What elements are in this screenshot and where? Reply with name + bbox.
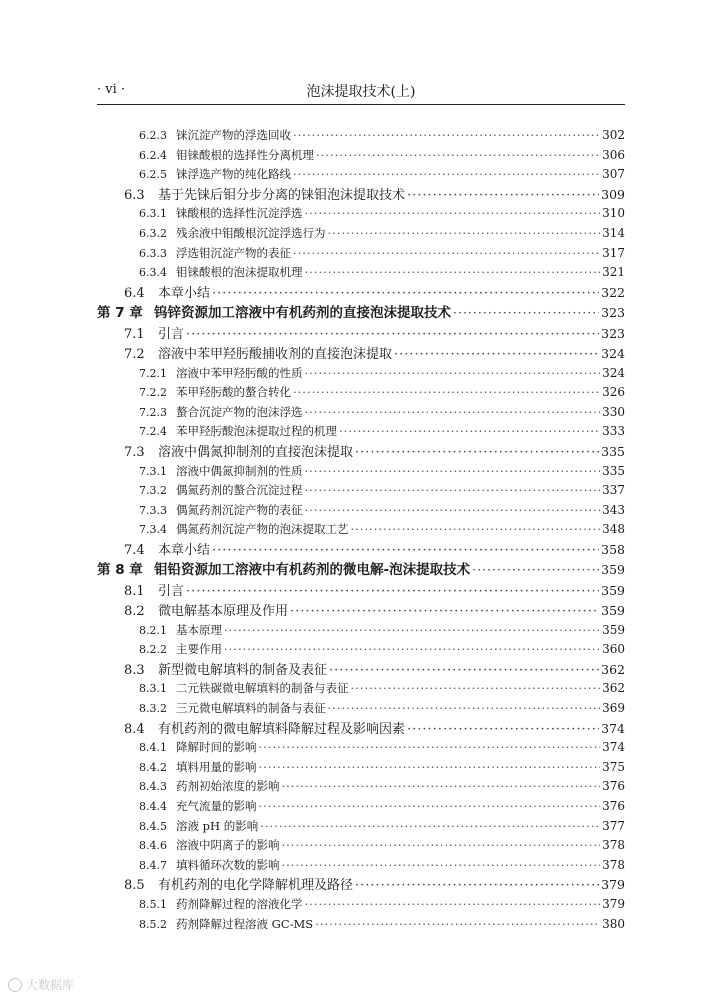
toc-entry-title: 钼铼酸根的泡沫提取机理 [176, 265, 303, 280]
toc-subsection-entry[interactable] [97, 836, 625, 856]
toc-page-number: 348 [602, 522, 625, 537]
toc-entry-title: 有机药剂的电化学降解机理及路径 [158, 878, 354, 894]
toc-entry-title: 填料循环次数的影响 [176, 857, 280, 872]
toc-entry-title: 铼浮选产物的纯化路线 [176, 167, 291, 182]
toc-entry-title: 本章小结 [158, 542, 211, 558]
toc-entry-number: 6.2.5 [139, 168, 167, 182]
toc-entry-title: 填料用量的影响 [176, 759, 257, 774]
dot-leader [355, 876, 599, 896]
toc-entry-number: 6.2.3 [139, 129, 167, 142]
toc-page-number: 326 [602, 385, 625, 400]
toc-entry-number: 8.4.4 [139, 800, 167, 813]
toc-subsection-entry[interactable] [97, 462, 625, 482]
dot-leader [212, 284, 599, 304]
toc-entry-number: 7.3.3 [139, 503, 167, 517]
toc-entry-number: 8.2.1 [139, 623, 167, 637]
dot-leader [186, 325, 599, 345]
toc-page-number: 378 [602, 857, 625, 872]
toc-entry-number: 8.5 [124, 878, 145, 894]
toc-entry-title: 药剂降解过程的溶液化学 [176, 896, 303, 911]
toc-subsection-entry[interactable] [97, 126, 625, 146]
dot-leader [259, 758, 601, 778]
toc-section-entry[interactable] [97, 185, 625, 205]
toc-subsection-entry[interactable] [97, 915, 625, 935]
toc-entry-title: 药剂降解过程溶液 GC-MS [176, 916, 314, 931]
toc-subsection-entry[interactable] [97, 856, 625, 876]
toc-entry-title: 钼铅资源加工溶液中有机药剂的微电解-泡沫提取技术 [154, 562, 471, 579]
toc-page-number: 359 [601, 583, 625, 599]
toc-page-number: 307 [602, 167, 625, 182]
toc-entry-number: 7.2.3 [139, 405, 167, 419]
toc-subsection-entry[interactable] [97, 895, 625, 915]
toc-subsection-entry[interactable] [97, 364, 625, 384]
dot-leader [259, 738, 601, 758]
toc-page-number: 322 [601, 284, 625, 300]
toc-entry-title: 溶液中阴离子的影响 [176, 838, 280, 853]
toc-entry-number: 8.4 [124, 721, 145, 737]
toc-entry-number: 7.3.2 [139, 484, 167, 498]
toc-subsection-entry[interactable] [97, 777, 625, 797]
toc-page-number: 310 [602, 206, 625, 221]
toc-entry-title: 偶氮药剂沉淀产物的泡沫提取工艺 [176, 522, 349, 537]
toc-entry-number: 7.2.2 [139, 386, 167, 400]
dot-leader [339, 422, 600, 442]
toc-entry-title: 残余液中钼酸根沉淀浮选行为 [176, 225, 326, 240]
toc-subsection-entry[interactable] [97, 640, 625, 660]
toc-entry-number: 8.3.2 [139, 702, 167, 716]
dot-leader [472, 559, 599, 581]
toc-page-number: 374 [602, 740, 625, 755]
toc-entry-title: 偶氮药剂沉淀产物的表征 [176, 502, 303, 517]
dot-leader [224, 621, 600, 641]
toc-page-number: 378 [602, 838, 625, 853]
toc-entry-number: 7.3.4 [139, 523, 167, 537]
toc-subsection-entry[interactable] [97, 244, 625, 264]
dot-leader [212, 541, 599, 561]
toc-page-number: 330 [602, 404, 625, 419]
toc-page-number: 314 [602, 225, 625, 240]
toc-entry-title: 浮选钼沉淀产物的表征 [176, 245, 291, 260]
toc-section-entry[interactable] [97, 540, 625, 560]
toc-subsection-entry[interactable] [97, 520, 625, 540]
toc-page-number: 359 [601, 603, 625, 619]
toc-entry-title: 三元微电解填料的制备与表征 [176, 701, 326, 716]
toc-chapter-entry[interactable] [97, 559, 625, 581]
toc-entry-title: 引言 [158, 327, 185, 343]
dot-leader [329, 661, 599, 681]
toc-entry-title: 药剂初始浓度的影响 [176, 779, 280, 794]
dot-leader [290, 602, 599, 622]
dot-leader [282, 836, 601, 856]
dot-leader [293, 244, 600, 264]
toc-entry-number: 8.1 [124, 584, 145, 600]
header-rule [97, 104, 625, 105]
toc-page-number: 380 [602, 916, 625, 931]
toc-page-number: 375 [602, 759, 625, 774]
toc-entry-number: 8.4.3 [139, 780, 167, 794]
dot-leader [305, 364, 601, 384]
dot-leader [453, 302, 599, 324]
toc-page-number: 343 [602, 502, 625, 517]
toc-subsection-entry[interactable] [97, 481, 625, 501]
toc-entry-title: 有机药剂的微电解填料降解过程及影响因素 [158, 721, 406, 737]
dot-leader [282, 777, 601, 797]
dot-leader [305, 403, 601, 423]
logo-icon [8, 978, 22, 992]
toc-entry-number: 8.4.7 [139, 858, 167, 872]
toc-subsection-entry[interactable] [97, 146, 625, 166]
toc-entry-title: 降解时间的影响 [176, 740, 257, 755]
toc-entry-title: 新型微电解填料的制备及表征 [158, 662, 328, 678]
toc-entry-title: 溶液中苯甲羟肟酸捕收剂的直接泡沫提取 [158, 346, 393, 362]
toc-page-number: 323 [601, 305, 625, 321]
dot-leader [305, 204, 601, 224]
toc-entry-title: 溶液 pH 的影响 [176, 818, 259, 833]
toc-entry-number: 8.4.6 [139, 839, 167, 853]
toc-chapter-entry[interactable] [97, 302, 625, 324]
toc-entry-number: 8.2 [124, 604, 145, 620]
toc-entry-number: 7.3.1 [139, 464, 167, 478]
toc-entry-number: 6.3.2 [139, 226, 167, 240]
toc-subsection-entry[interactable] [97, 263, 625, 283]
dot-leader [259, 797, 601, 817]
watermark [8, 976, 74, 993]
toc-page-number: 324 [602, 365, 625, 380]
toc-page-number: 358 [601, 541, 625, 557]
dot-leader [305, 462, 601, 482]
dot-leader [316, 146, 600, 166]
toc-section-entry[interactable] [97, 283, 625, 303]
toc-entry-title: 铼酸根的选择性沉淀浮选 [176, 206, 303, 221]
toc-entry-number: 7.4 [124, 542, 145, 558]
toc-section-entry[interactable] [97, 875, 625, 895]
toc-subsection-entry[interactable] [97, 204, 625, 224]
toc-page-number: 360 [602, 642, 625, 657]
toc-subsection-entry[interactable] [97, 383, 625, 403]
toc-page-number: 333 [602, 424, 625, 439]
toc-subsection-entry[interactable] [97, 758, 625, 778]
toc-entry-title: 主要作用 [176, 642, 222, 657]
toc-page-number: 377 [602, 818, 625, 833]
table-of-contents [97, 126, 625, 934]
dot-leader [351, 679, 601, 699]
toc-subsection-entry[interactable] [97, 165, 625, 185]
toc-entry-number: 8.3.1 [139, 682, 167, 696]
toc-entry-title: 钨锌资源加工溶液中有机药剂的直接泡沫提取技术 [154, 305, 451, 322]
toc-page-number: 359 [602, 622, 625, 637]
toc-entry-title: 溶液中偶氮抑制剂的直接泡沫提取 [158, 444, 354, 460]
page-header [97, 80, 625, 102]
toc-page-number: 324 [601, 345, 625, 361]
toc-entry-title: 基本原理 [176, 622, 222, 637]
page-number: · vi · [97, 82, 126, 97]
toc-entry-title: 苯甲羟肟酸的螯合转化 [176, 385, 291, 400]
toc-page-number: 376 [602, 779, 625, 794]
toc-entry-number: 7.1 [124, 327, 145, 343]
toc-entry-title: 微电解基本原理及作用 [158, 604, 289, 620]
toc-entry-number: 8.2.2 [139, 643, 167, 657]
dot-leader [355, 443, 599, 463]
toc-subsection-entry[interactable] [97, 501, 625, 521]
dot-leader [305, 895, 601, 915]
toc-page-number: 302 [602, 128, 625, 142]
toc-subsection-entry[interactable] [97, 738, 625, 758]
dot-leader [305, 263, 601, 283]
toc-section-entry[interactable] [97, 601, 625, 621]
toc-entry-title: 引言 [158, 584, 185, 600]
toc-page-number: 362 [601, 661, 625, 677]
toc-entry-number: 6.3 [124, 187, 145, 203]
toc-section-entry[interactable] [97, 719, 625, 739]
toc-entry-number: 第 8 章 [97, 562, 143, 579]
toc-page-number: 362 [602, 681, 625, 696]
toc-entry-number: 第 7 章 [97, 305, 143, 322]
toc-entry-title: 螯合沉淀产物的泡沫浮选 [176, 404, 303, 419]
toc-entry-number: 7.3 [124, 444, 145, 460]
toc-section-entry[interactable] [97, 660, 625, 680]
toc-page-number: 321 [602, 265, 625, 280]
toc-entry-title: 二元铁碳微电解填料的制备与表征 [176, 681, 349, 696]
dot-leader [186, 582, 599, 602]
dot-leader [407, 186, 599, 206]
toc-page-number: 369 [602, 701, 625, 716]
watermark-text: 大数据库 [26, 978, 75, 992]
dot-leader [328, 699, 601, 719]
toc-entry-number: 7.2.4 [139, 425, 167, 439]
toc-entry-number: 8.5.1 [139, 897, 167, 911]
toc-entry-title: 钼铼酸根的选择性分离机理 [176, 147, 314, 162]
dot-leader [394, 345, 599, 365]
toc-entry-title: 基于先铼后钼分步分离的铼钼泡沫提取技术 [158, 187, 406, 203]
toc-section-entry[interactable] [97, 581, 625, 601]
toc-entry-number: 8.3 [124, 662, 145, 678]
toc-section-entry[interactable] [97, 442, 625, 462]
dot-leader [315, 915, 600, 935]
dot-leader [293, 383, 600, 403]
toc-entry-title: 溶液中偶氮抑制剂的性质 [176, 463, 303, 478]
toc-subsection-entry[interactable] [97, 224, 625, 244]
toc-page-number: 337 [602, 483, 625, 498]
toc-entry-title: 充气流量的影响 [176, 799, 257, 813]
toc-entry-number: 6.3.1 [139, 207, 167, 221]
toc-section-entry[interactable] [97, 324, 625, 344]
toc-entry-title: 偶氮药剂的螯合沉淀过程 [176, 483, 303, 498]
toc-entry-title: 本章小结 [158, 285, 211, 301]
toc-entry-title: 铼沉淀产物的浮选回收 [176, 128, 291, 142]
running-title: 泡沫提取技术(上) [306, 84, 416, 100]
toc-entry-number: 7.2.1 [139, 366, 167, 380]
toc-page-number: 379 [601, 877, 625, 893]
toc-page-number: 323 [601, 326, 625, 342]
dot-leader [351, 520, 601, 540]
toc-subsection-entry[interactable] [97, 422, 625, 442]
dot-leader [293, 126, 600, 146]
toc-page-number: 309 [601, 186, 625, 202]
dot-leader [282, 856, 601, 876]
toc-entry-number: 6.3.3 [139, 246, 167, 260]
dot-leader [305, 501, 601, 521]
toc-page-number: 376 [602, 799, 625, 813]
toc-entry-title: 苯甲羟肟酸泡沫提取过程的机理 [176, 424, 337, 439]
dot-leader [407, 720, 599, 740]
toc-entry-number: 8.4.2 [139, 760, 167, 774]
toc-entry-number: 8.4.1 [139, 741, 167, 755]
toc-subsection-entry[interactable] [97, 403, 625, 423]
toc-entry-number: 8.5.2 [139, 917, 167, 931]
toc-subsection-entry[interactable] [97, 817, 625, 837]
toc-entry-number: 6.2.4 [139, 148, 167, 162]
toc-entry-title: 溶液中苯甲羟肟酸的性质 [176, 365, 303, 380]
toc-entry-number: 7.2 [124, 346, 145, 362]
toc-entry-number: 8.4.5 [139, 819, 167, 833]
dot-leader [260, 817, 600, 837]
toc-section-entry[interactable] [97, 344, 625, 364]
toc-page-number: 374 [601, 720, 625, 736]
dot-leader [293, 165, 600, 185]
dot-leader [305, 481, 601, 501]
toc-page-number: 335 [601, 443, 625, 459]
toc-entry-number: 6.4 [124, 285, 145, 301]
toc-subsection-entry[interactable] [97, 797, 625, 817]
toc-page-number: 379 [602, 896, 625, 911]
dot-leader [224, 640, 600, 660]
toc-subsection-entry[interactable] [97, 679, 625, 699]
toc-subsection-entry[interactable] [97, 699, 625, 719]
toc-page-number: 359 [601, 562, 625, 578]
toc-subsection-entry[interactable] [97, 621, 625, 641]
dot-leader [328, 224, 601, 244]
toc-page-number: 335 [602, 463, 625, 478]
toc-page-number: 317 [602, 245, 625, 260]
toc-entry-number: 6.3.4 [139, 266, 167, 280]
toc-page-number: 306 [602, 147, 625, 162]
